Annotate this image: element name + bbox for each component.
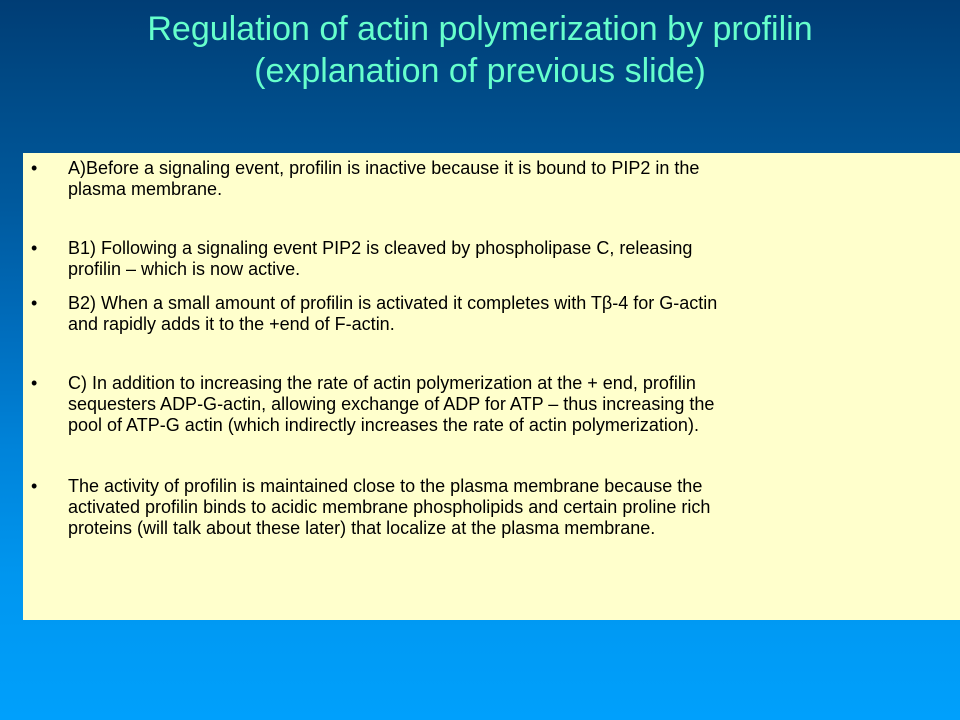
content-box	[23, 153, 960, 620]
bullet-line: proteins (will talk about these later) that localize at the plasma membrane.	[68, 518, 656, 538]
slide-title-line-2: (explanation of previous slide)	[254, 52, 706, 90]
bullet-icon: •	[31, 158, 38, 178]
bullet-line: profilin – which is now active.	[68, 259, 301, 279]
bullet-line: B2) When a small amount of profilin is activated it completes with Tβ-4 for G-actin	[68, 293, 718, 313]
bullet-icon: •	[31, 238, 38, 258]
bullet-line: activated profilin binds to acidic membrane phospholipids and certain proline rich	[68, 497, 711, 517]
bullet-line: and rapidly adds it to the +end of F-actin.	[68, 314, 395, 334]
bullet-text	[68, 293, 948, 335]
bullet-text	[68, 476, 948, 539]
bullet-icon: •	[31, 293, 38, 313]
bullet-line: sequesters ADP-G-actin, allowing exchange of ADP for ATP – thus increasing the	[68, 394, 715, 414]
bullet-icon: •	[31, 373, 38, 393]
slide-title-line-1: Regulation of actin polymerization by profilin	[147, 10, 813, 48]
bullet-line: The activity of profilin is maintained close to the plasma membrane because the	[68, 476, 703, 496]
bullet-line: plasma membrane.	[68, 179, 223, 199]
bullet-line: pool of ATP-G actin (which indirectly increases the rate of actin polymerization).	[68, 415, 699, 435]
bullet-line: C) In addition to increasing the rate of actin polymerization at the + end, profilin	[68, 373, 696, 393]
bullet-line: A)Before a signaling event, profilin is inactive because it is bound to PIP2 in the	[68, 158, 700, 178]
bullet-text	[68, 373, 948, 436]
bullet-text	[68, 238, 948, 280]
slide-title	[0, 8, 960, 92]
bullet-text	[68, 158, 948, 200]
bullet-icon: •	[31, 476, 38, 496]
bullet-line: B1) Following a signaling event PIP2 is cleaved by phospholipase C, releasing	[68, 238, 693, 258]
